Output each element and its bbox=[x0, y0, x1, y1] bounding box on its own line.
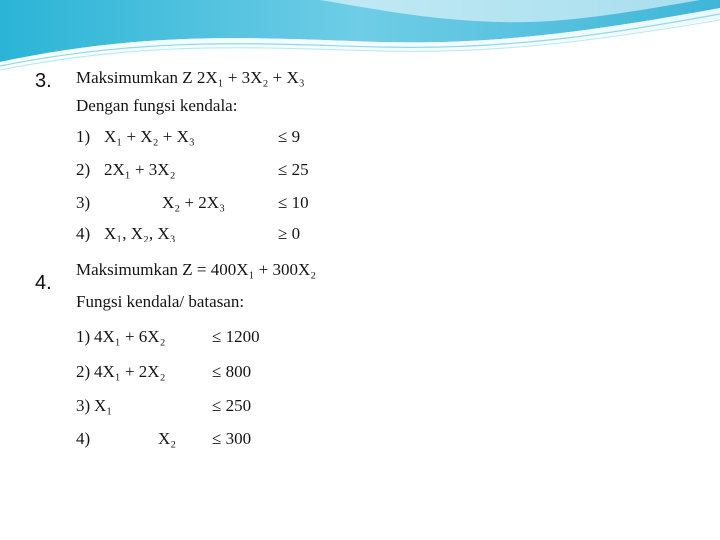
problem-number: 3. bbox=[35, 70, 52, 92]
constraint-label: 4) bbox=[76, 224, 91, 242]
objective-function: Maksimumkan Z = 400X₁ + 300X₂ bbox=[76, 260, 317, 279]
constraint-rhs: ≤ 1200 bbox=[212, 327, 260, 346]
constraint-label: 3) bbox=[76, 396, 91, 415]
constraint-label: 1) bbox=[76, 327, 91, 346]
constraint-lhs: 2X₁ + 3X₂ bbox=[104, 160, 176, 179]
constraint-lhs: X₁ + X₂ + X₃ bbox=[104, 127, 195, 146]
constraint-lhs: X₁ bbox=[94, 396, 113, 415]
constraints-heading: Fungsi kendala/ batasan: bbox=[76, 292, 245, 311]
constraint-rhs: ≥ 0 bbox=[278, 224, 301, 242]
constraint-rhs: ≤ 9 bbox=[278, 127, 301, 146]
problem-4-image bbox=[66, 252, 354, 454]
problem-number: 4. bbox=[35, 272, 52, 294]
constraint-label: 1) bbox=[76, 127, 91, 146]
problem-3-image bbox=[66, 64, 366, 242]
constraint-lhs: X₂ + 2X₃ bbox=[162, 193, 225, 212]
constraint-lhs: X₁, X₂, X₃ bbox=[104, 224, 176, 242]
constraint-rhs: ≤ 10 bbox=[278, 193, 309, 212]
constraint-lhs: X₂ bbox=[158, 429, 177, 448]
constraints-heading: Dengan fungsi kendala: bbox=[76, 96, 238, 115]
constraint-lhs: 4X₁ + 2X₂ bbox=[94, 362, 166, 381]
constraint-label: 2) bbox=[76, 160, 91, 179]
constraint-label: 4) bbox=[76, 429, 91, 448]
constraint-rhs: ≤ 800 bbox=[212, 362, 252, 381]
objective-function: Maksimumkan Z 2X₁ + 3X₂ + X₃ bbox=[76, 68, 305, 87]
constraint-label: 3) bbox=[76, 193, 91, 212]
constraint-label: 2) bbox=[76, 362, 91, 381]
constraint-rhs: ≤ 25 bbox=[278, 160, 309, 179]
constraint-rhs: ≤ 300 bbox=[212, 429, 252, 448]
constraint-rhs: ≤ 250 bbox=[212, 396, 252, 415]
constraint-lhs: 4X₁ + 6X₂ bbox=[94, 327, 166, 346]
